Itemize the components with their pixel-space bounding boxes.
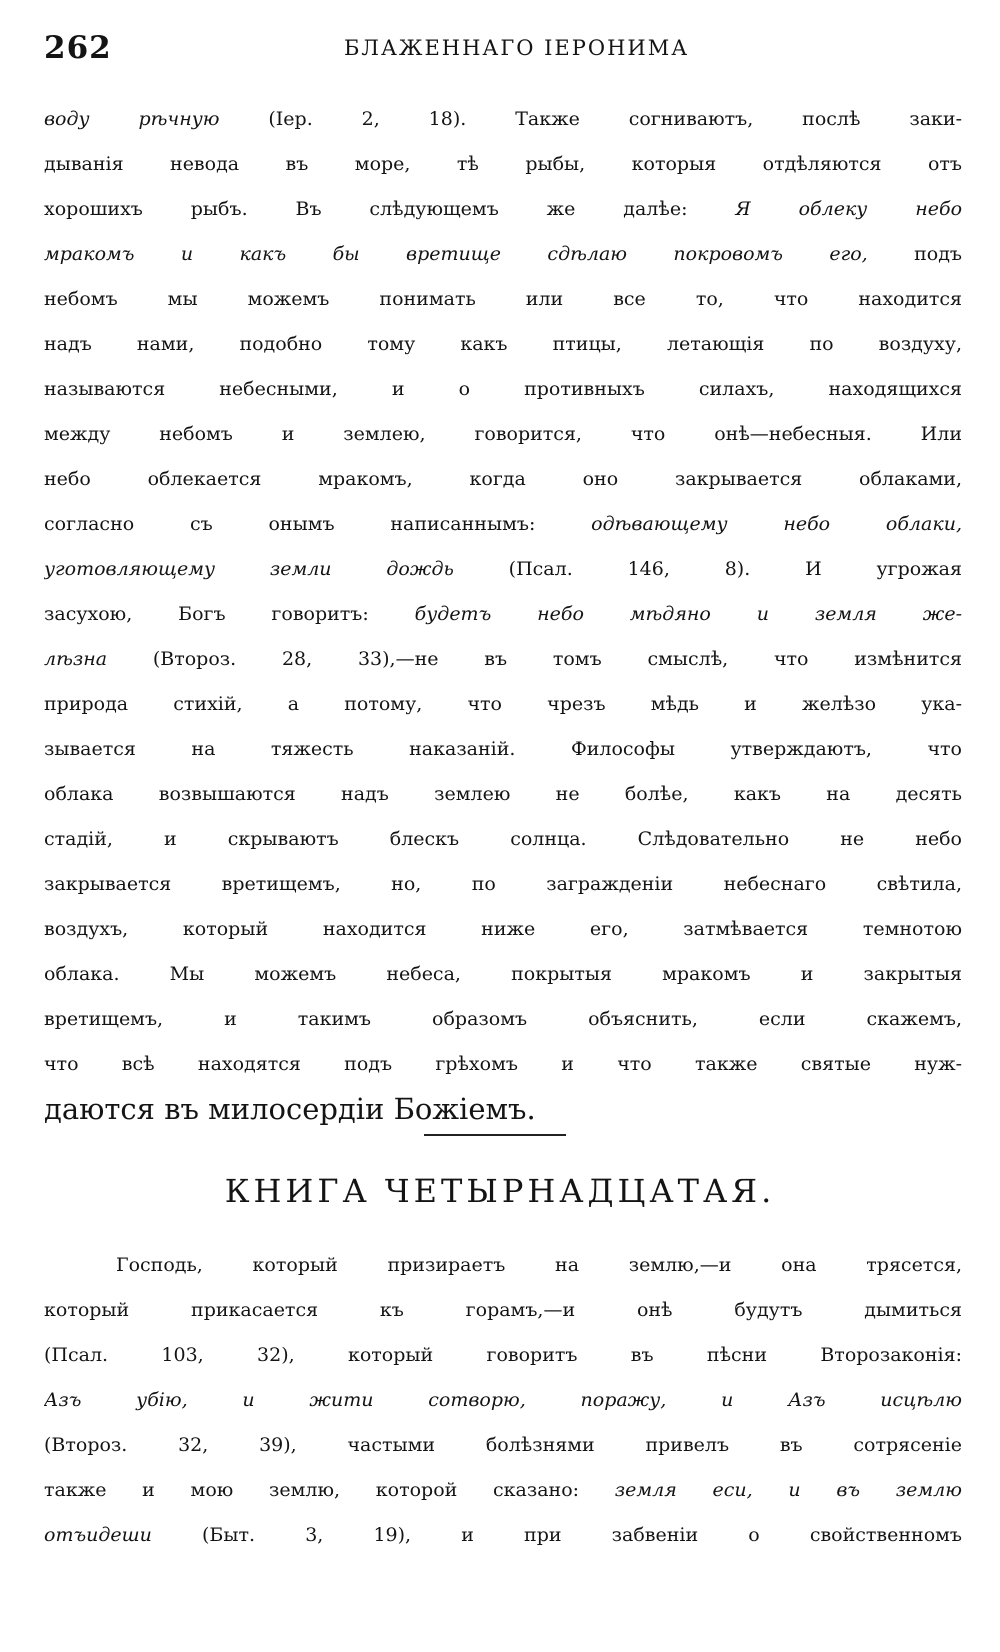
text-line [44, 1243, 962, 1288]
scripture-quote: одѣвающему небо облаки, [591, 513, 962, 535]
text-run: хорошихъ рыбъ. Въ слѣдующемъ же далѣе: [44, 198, 736, 220]
text-run: (Іер. 2, 18). Также согниваютъ, послѣ заки- [219, 108, 962, 130]
text-run: (Псал. 103, 32), который говоритъ въ пѣсни Второзаконія: [44, 1344, 962, 1366]
paragraph-commentary-end [44, 97, 962, 1132]
text-run: подъ [867, 243, 962, 265]
text-run: воздухъ, который находится ниже его, затмѣвается темнотою [44, 918, 962, 940]
text-line [44, 1513, 962, 1558]
text-line [44, 412, 962, 457]
text-run: природа стихій, а потому, что чрезъ мѣдь и желѣзо ука- [44, 693, 962, 715]
text-line [44, 277, 962, 322]
text-line [44, 322, 962, 367]
text-line [44, 817, 962, 862]
text-line [44, 727, 962, 772]
text-line [44, 682, 962, 727]
text-line [44, 502, 962, 547]
text-run: закрывается вретищемъ, но, по загражденіи небеснаго свѣтила, [44, 873, 962, 895]
text-run: между небомъ и землею, говорится, что онѣ—небесныя. Или [44, 423, 962, 445]
text-run: что всѣ находятся подъ грѣхомъ и что также святые нуж- [44, 1053, 962, 1075]
text-run: (Второз. 32, 39), частыми болѣзнями привелъ въ сотрясеніе [44, 1434, 962, 1456]
text-run: небо облекается мракомъ, когда оно закрывается облаками, [44, 468, 962, 490]
text-run: дыванія невода въ море, тѣ рыбы, которыя отдѣляются отъ [44, 153, 962, 175]
text-line [44, 907, 962, 952]
text-run: Господь, который призираетъ на землю,—и она трясется, [116, 1254, 962, 1276]
text-line [44, 1333, 962, 1378]
text-run: также и мою землю, которой сказано: [44, 1479, 615, 1501]
text-run: называются небесными, и о противныхъ силахъ, находящихся [44, 378, 962, 400]
scripture-quote: Я облеку небо [735, 198, 962, 220]
paragraph-book-fourteen-opening [44, 1243, 962, 1558]
text-run: согласно съ онымъ написаннымъ: [44, 513, 592, 535]
text-run: (Псал. 146, 8). И угрожая [453, 558, 962, 580]
text-line [44, 142, 962, 187]
text-line [44, 997, 962, 1042]
text-run: зывается на тяжесть наказаній. Философы утверждаютъ, что [44, 738, 962, 760]
text-run: стадій, и скрываютъ блескъ солнца. Слѣдовательно не небо [44, 828, 962, 850]
scripture-quote: уготовляющему земли дождь [44, 558, 454, 580]
text-line [44, 187, 962, 232]
text-run: (Второз. 28, 33),—не въ томъ смыслѣ, что измѣнится [107, 648, 962, 670]
text-line [44, 952, 962, 997]
text-run: засухою, Богъ говоритъ: [44, 603, 415, 625]
scripture-quote: земля еси, и въ землю [614, 1479, 962, 1501]
scripture-quote: воду рѣчную [44, 108, 220, 130]
text-line [44, 1042, 962, 1087]
section-divider [424, 1134, 566, 1136]
scripture-quote: лѣзна [44, 648, 108, 670]
text-line [44, 1378, 962, 1423]
text-line [44, 862, 962, 907]
text-line [44, 1288, 962, 1333]
scripture-quote: будетъ небо мѣдяно и земля же- [414, 603, 962, 625]
text-line [44, 97, 962, 142]
text-line [44, 547, 962, 592]
text-line [44, 367, 962, 412]
scripture-quote: мракомъ и какъ бы вретище сдѣлаю покровомъ его, [44, 243, 868, 265]
text-line [44, 592, 962, 637]
running-head-title: БЛАЖЕННАГО ІЕРОНИМА [344, 36, 690, 60]
page-number: 262 [44, 30, 112, 66]
text-run: (Быт. 3, 19), и при забвеніи о свойственномъ [151, 1524, 962, 1546]
text-run: который прикасается къ горамъ,—и онѣ будутъ дымиться [44, 1299, 962, 1321]
text-line [44, 1423, 962, 1468]
running-head [44, 30, 962, 70]
text-run: даются въ милосердіи Божіемъ. [44, 1092, 536, 1126]
text-run: облака возвышаются надъ землею не болѣе, какъ на десять [44, 783, 962, 805]
text-run: небомъ мы можемъ понимать или все то, что находится [44, 288, 962, 310]
text-line [44, 1468, 962, 1513]
text-line [44, 772, 962, 817]
scripture-quote: отъидеши [44, 1524, 152, 1546]
text-line [44, 637, 962, 682]
text-line [44, 232, 962, 277]
book-heading: КНИГА ЧЕТЫРНАДЦАТАЯ. [224, 1172, 776, 1210]
text-run: облака. Мы можемъ небеса, покрытыя мракомъ и закрытыя [44, 963, 962, 985]
text-line [44, 1087, 962, 1132]
text-line [44, 457, 962, 502]
scripture-quote: Азъ убію, и жити сотворю, поражу, и Азъ исцѣлю [44, 1389, 962, 1411]
text-run: вретищемъ, и такимъ образомъ объяснить, если скажемъ, [44, 1008, 962, 1030]
text-run: надъ нами, подобно тому какъ птицы, летающія по воздуху, [44, 333, 962, 355]
